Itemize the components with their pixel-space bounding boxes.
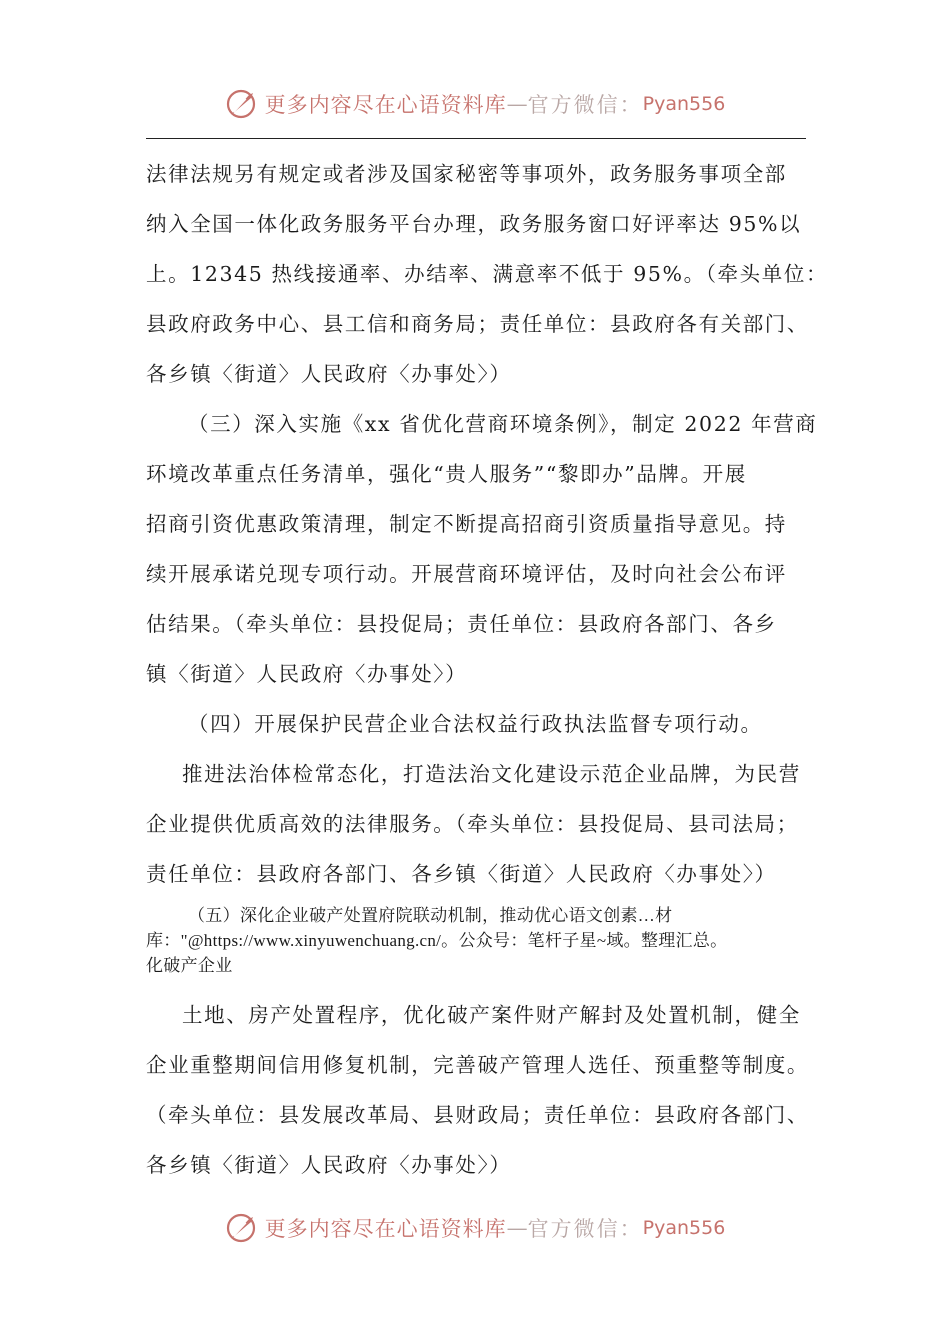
body-line: 推进法治体检常态化，打造法治文化建设示范企业品牌，为民营 [182,762,801,786]
body-line: 各乡镇〈街道〉人民政府〈办事处〉） [146,362,512,386]
body-line: 续开展承诺兑现专项行动。开展营商环境评估，及时向社会公布评 [146,562,787,586]
header-rule [146,138,806,139]
section-heading-4: （四）开展保护民营企业合法权益行政执法监督专项行动。 [188,712,763,736]
document-body [146,149,829,1190]
body-line: 企业提供优质高效的法律服务。（牵头单位：县投促局、县司法局； [146,812,799,836]
watermark-insert [146,903,810,978]
body-line: 招商引资优惠政策清理，制定不断提高招商引资质量指导意见。持 [146,512,787,536]
body-line: 法律法规另有规定或者涉及国家秘密等事项外，政务服务事项全部 [146,162,787,186]
body-line: （牵头单位：县发展改革局、县财政局；责任单位：县政府各部门、 [146,1103,809,1127]
small-line: 化破产企业 [146,956,233,975]
section-heading-3: （三）深入实施《xx 省优化营商环境条例》，制定 2022 年营商 [188,412,818,436]
body-line: 镇〈街道〉人民政府〈办事处〉） [146,662,468,686]
body-line: 县政府政务中心、县工信和商务局；责任单位：县政府各有关部门、 [146,312,809,336]
body-line: 土地、房产处置程序，优化破产案件财产解封及处置机制，健全 [182,1003,801,1027]
body-line: 各乡镇〈街道〉人民政府〈办事处〉） [146,1153,512,1177]
body-line: 环境改革重点任务清单，强化“贵人服务”“黎即办”品牌。开展 [146,462,747,486]
body-line: 估结果。（牵头单位：县投促局；责任单位：县政府各部门、各乡 [146,612,777,636]
banner-wechat-label: 官方微信： [527,93,643,117]
banner-separator: — [506,92,528,116]
watermark-line: 库："@https://www.xinyuwenchuang.cn/。公众号：笔杆子星~域。整理汇总。 [146,931,728,950]
banner-text: 更多内容尽在心语资料库 [264,93,507,117]
body-line: 上。12345 热线接通率、办结率、满意率不低于 95%。（牵头单位： [146,262,829,286]
banner-text: 更多内容尽在心语资料库 [264,1217,507,1241]
footer-banner [0,1206,950,1250]
banner-wechat-id: Pyan556 [642,93,726,115]
body-line: 责任单位：县政府各部门、各乡镇〈街道〉人民政府〈办事处〉） [146,862,777,886]
body-line: 企业重整期间信用修复机制，完善破产管理人选任、预重整等制度。 [146,1053,809,1077]
banner-wechat-label: 官方微信： [527,1217,643,1241]
banner-wechat-id: Pyan556 [642,1217,726,1239]
body-line: 纳入全国一体化政务服务平台办理，政务服务窗口好评率达 95%以 [146,212,802,236]
section-heading-5: （五）深化企业破产处置府院联动机制，推动优心语文创素…材 [188,906,673,925]
header-banner [0,82,950,126]
quill-pen-icon [225,87,259,121]
banner-separator: — [506,1216,528,1240]
quill-pen-icon [225,1211,259,1245]
